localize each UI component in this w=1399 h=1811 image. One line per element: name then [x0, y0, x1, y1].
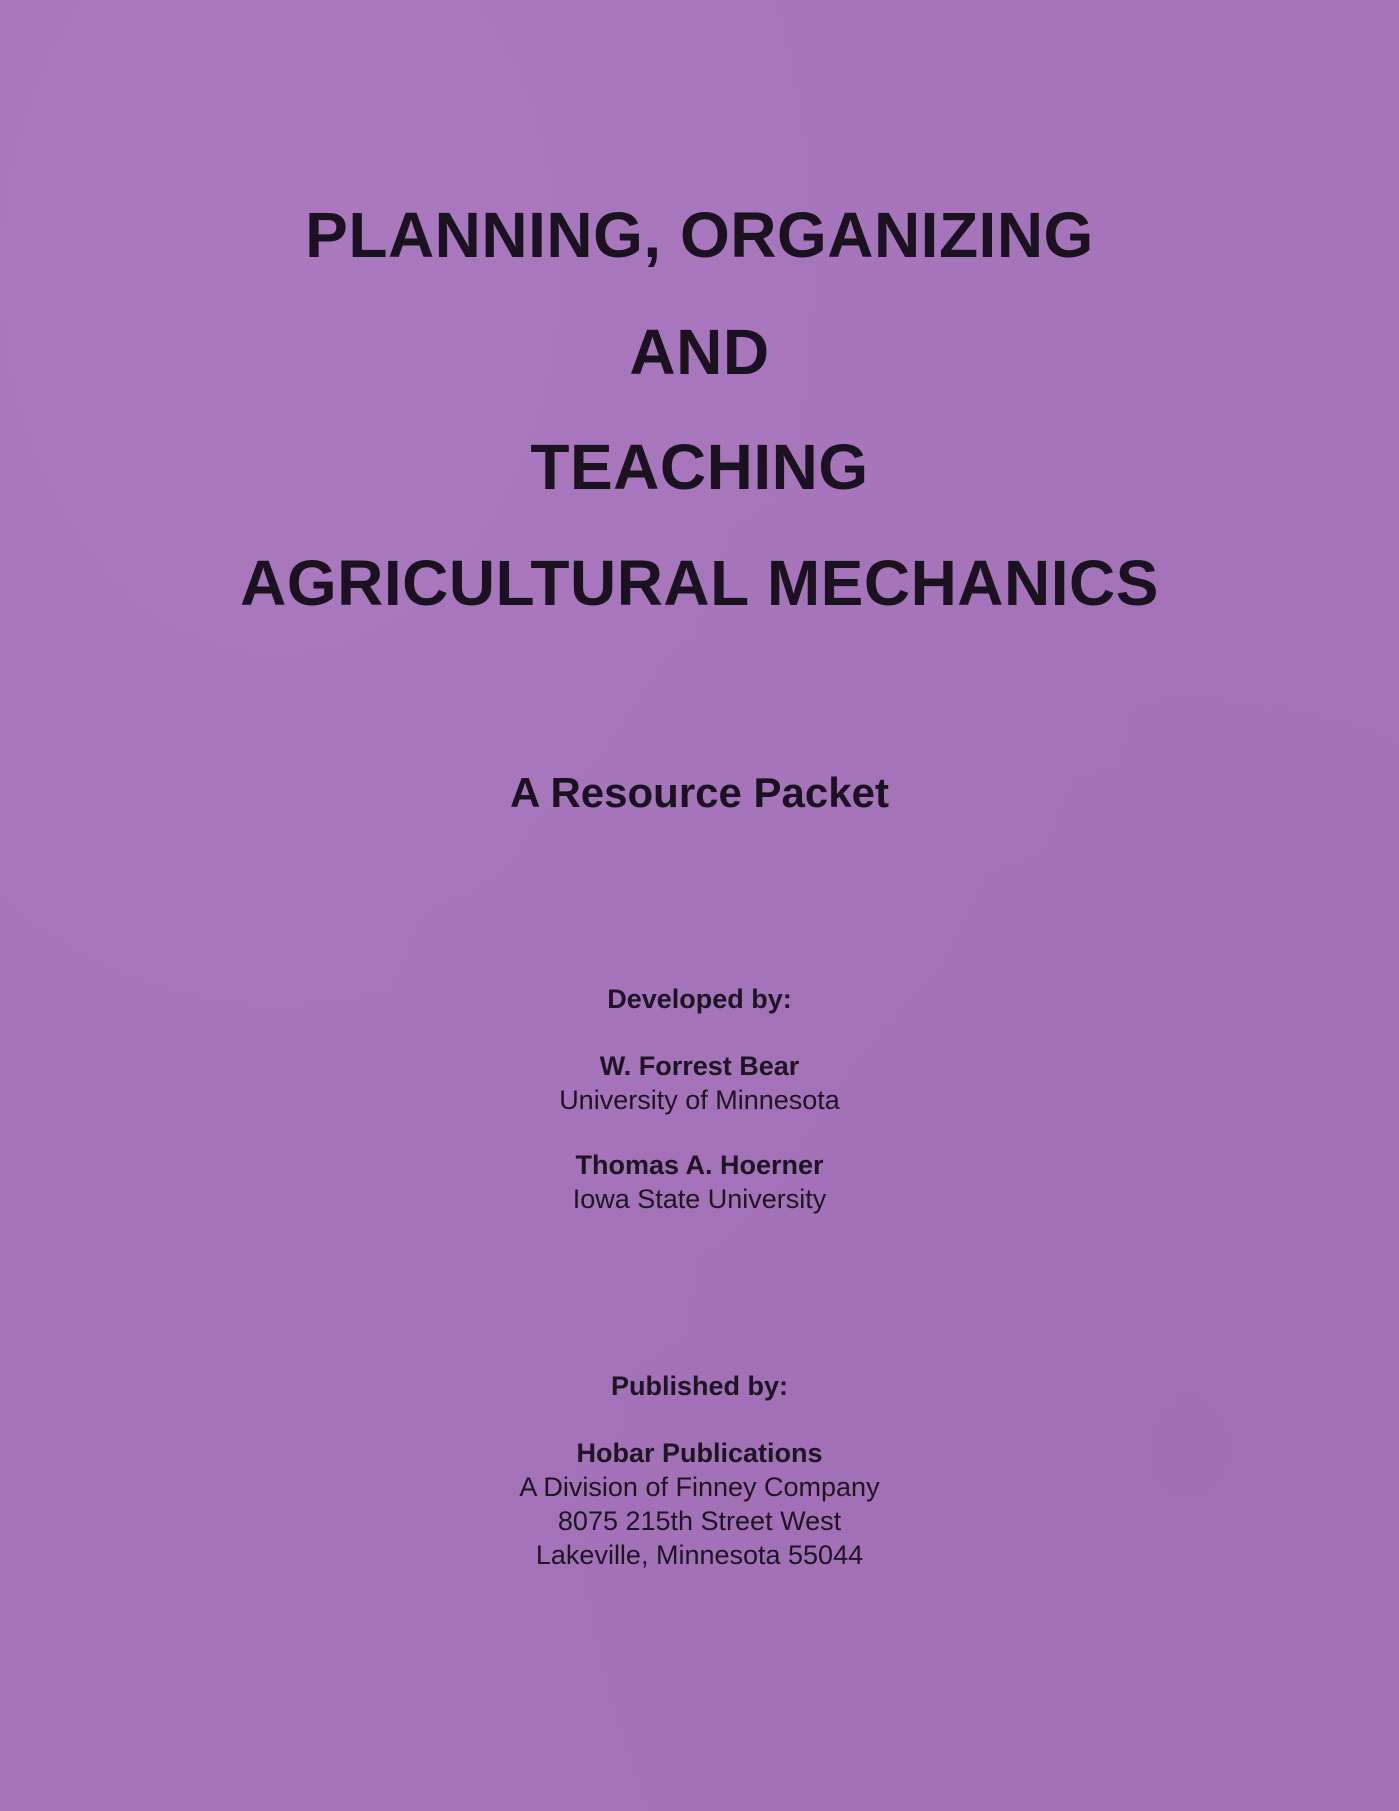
publisher-street-address: 8075 215th Street West	[557, 1506, 842, 1536]
publisher-division: A Division of Finney Company	[519, 1472, 880, 1502]
title-line-3: TEACHING	[530, 431, 869, 503]
author-affiliation: Iowa State University	[572, 1184, 827, 1214]
title-line-1: PLANNING, ORGANIZING	[305, 199, 1094, 271]
published-by-label: Published by:	[610, 1371, 789, 1401]
author-affiliation: University of Minnesota	[559, 1085, 840, 1115]
publisher-city-state-zip: Lakeville, Minnesota 55044	[535, 1540, 864, 1570]
developed-by-label: Developed by:	[607, 984, 792, 1014]
author-name: W. Forrest Bear	[599, 1051, 800, 1081]
title-line-4: AGRICULTURAL MECHANICS	[240, 547, 1159, 619]
publisher-name: Hobar Publications	[576, 1438, 823, 1468]
title-line-2: AND	[629, 316, 770, 388]
subtitle: A Resource Packet	[510, 769, 889, 816]
author-name: Thomas A. Hoerner	[575, 1150, 824, 1180]
